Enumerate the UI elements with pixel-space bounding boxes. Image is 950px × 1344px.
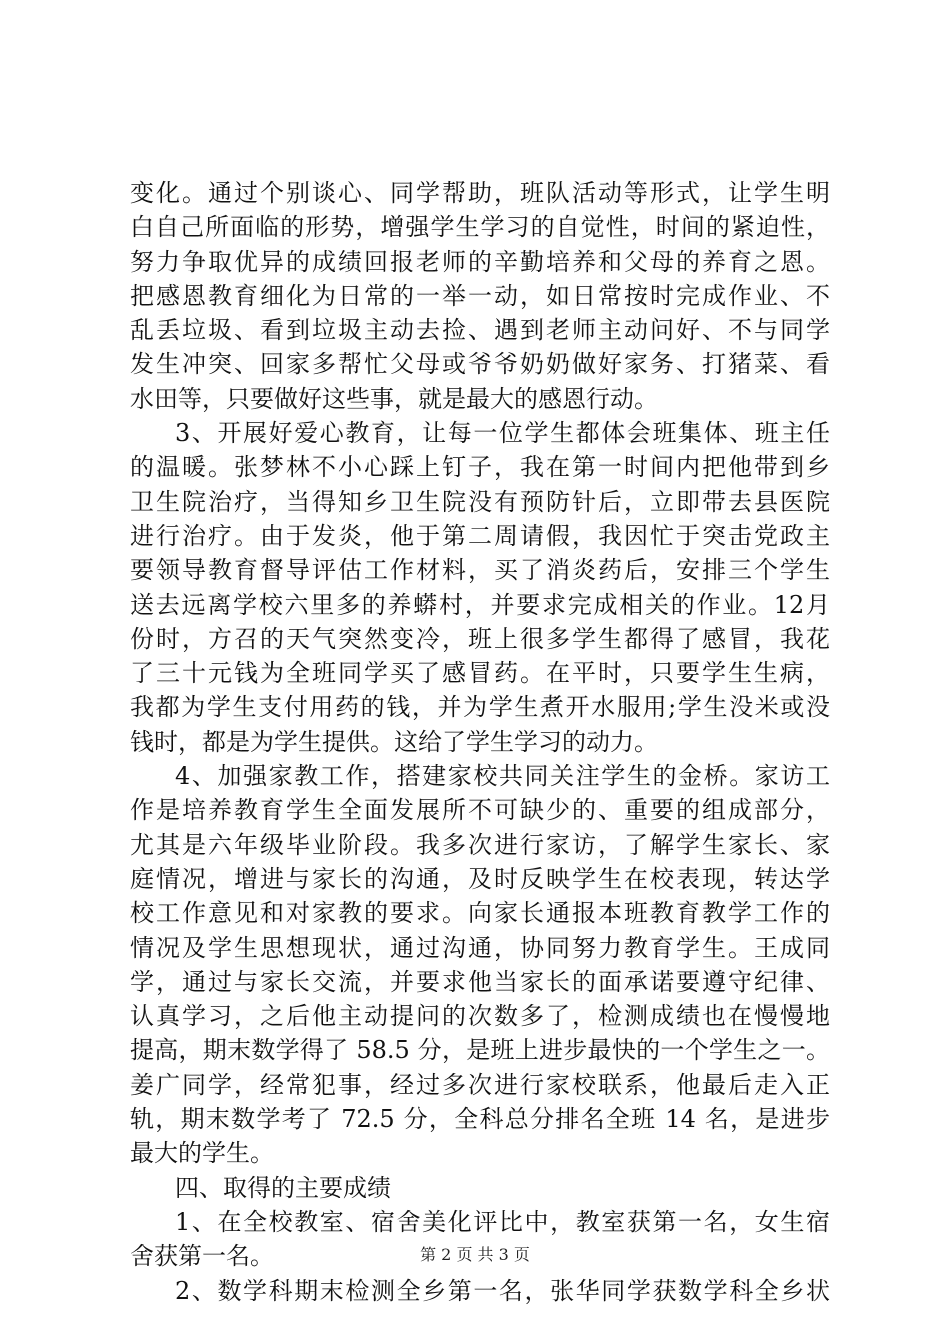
text-line: 份时，方召的天气突然变冷，班上很多学生都得了感冒，我花 — [130, 624, 830, 653]
text-line: 要领导教育督导评估工作材料，买了消炎药后，安排三个学生 — [130, 556, 830, 585]
text-line: 轨，期末数学考了 72.5 分，全科总分排名全班 14 名，是进步 — [130, 1105, 830, 1134]
text-line: 进行治疗。由于发炎，他于第二周请假，我因忙于突击党政主 — [130, 521, 830, 550]
text-line: 乱丢垃圾、看到垃圾主动去捡、遇到老师主动问好、不与同学 — [130, 316, 830, 345]
text-line: 卫生院治疗，当得知乡卫生院没有预防针后，立即带去县医院 — [130, 487, 830, 516]
text-line: 3、开展好爱心教育，让每一位学生都体会班集体、班主任 — [175, 419, 830, 448]
text-line: 提高，期末数学得了 58.5 分，是班上进步最快的一个学生之一。 — [130, 1036, 830, 1065]
text-line: 4、加强家教工作，搭建家校共同关注学生的金桥。家访工 — [175, 762, 830, 791]
text-line: 我都为学生支付用药的钱，并为学生煮开水服用;学生没米或没 — [130, 693, 830, 722]
text-line: 认真学习，之后他主动提问的次数多了，检测成绩也在慢慢地 — [130, 1002, 830, 1031]
text-line: 庭情况，增进与家长的沟通，及时反映学生在校表现，转达学 — [130, 864, 830, 893]
text-line: 尤其是六年级毕业阶段。我多次进行家访，了解学生家长、家 — [130, 830, 830, 859]
text-line: 努力争取优异的成绩回报老师的辛勤培养和父母的养育之恩。 — [130, 247, 830, 276]
text-line: 变化。通过个别谈心、同学帮助，班队活动等形式，让学生明 — [130, 179, 830, 207]
text-line: 最大的学生。 — [130, 1139, 274, 1168]
text-line: 把感恩教育细化为日常的一举一动，如日常按时完成作业、不 — [130, 281, 830, 310]
text-line: 姜广同学，经常犯事，经过多次进行家校联系，他最后走入正 — [130, 1070, 830, 1099]
page-footer: 第 2 页 共 3 页 — [420, 1245, 530, 1264]
text-line: 1、在全校教室、宿舍美化评比中，教室获第一名，女生宿 — [175, 1207, 830, 1236]
text-line: 钱时，都是为学生提供。这给了学生学习的动力。 — [130, 727, 658, 756]
text-line: 作是培养教育学生全面发展所不可缺少的、重要的组成部分， — [130, 796, 830, 825]
text-line: 校工作意见和对家教的要求。向家长通报本班教育教学工作的 — [130, 899, 830, 928]
text-line: 白自己所面临的形势，增强学生学习的自觉性，时间的紧迫性， — [130, 213, 830, 242]
text-line: 舍获第一名。 — [130, 1242, 274, 1271]
text-line: 学，通过与家长交流，并要求他当家长的面承诺要遵守纪律、 — [130, 967, 830, 996]
text-line: 送去远离学校六里多的养蟒村，并要求完成相关的作业。12月 — [130, 590, 830, 619]
text-line: 四、取得的主要成绩 — [175, 1173, 391, 1202]
text-line: 水田等，只要做好这些事，就是最大的感恩行动。 — [130, 384, 658, 413]
text-line: 的温暖。张梦林不小心踩上钉子，我在第一时间内把他带到乡 — [130, 453, 830, 482]
text-line: 2、数学科期末检测全乡第一名，张华同学获数学科全乡状 — [175, 1276, 830, 1305]
document-body — [130, 176, 830, 1308]
text-line: 了三十元钱为全班同学买了感冒药。在平时，只要学生生病， — [130, 659, 830, 688]
text-line: 发生冲突、回家多帮忙父母或爷爷奶奶做好家务、打猪菜、看 — [130, 350, 830, 379]
text-line: 情况及学生思想现状，通过沟通，协同努力教育学生。王成同 — [130, 933, 830, 962]
